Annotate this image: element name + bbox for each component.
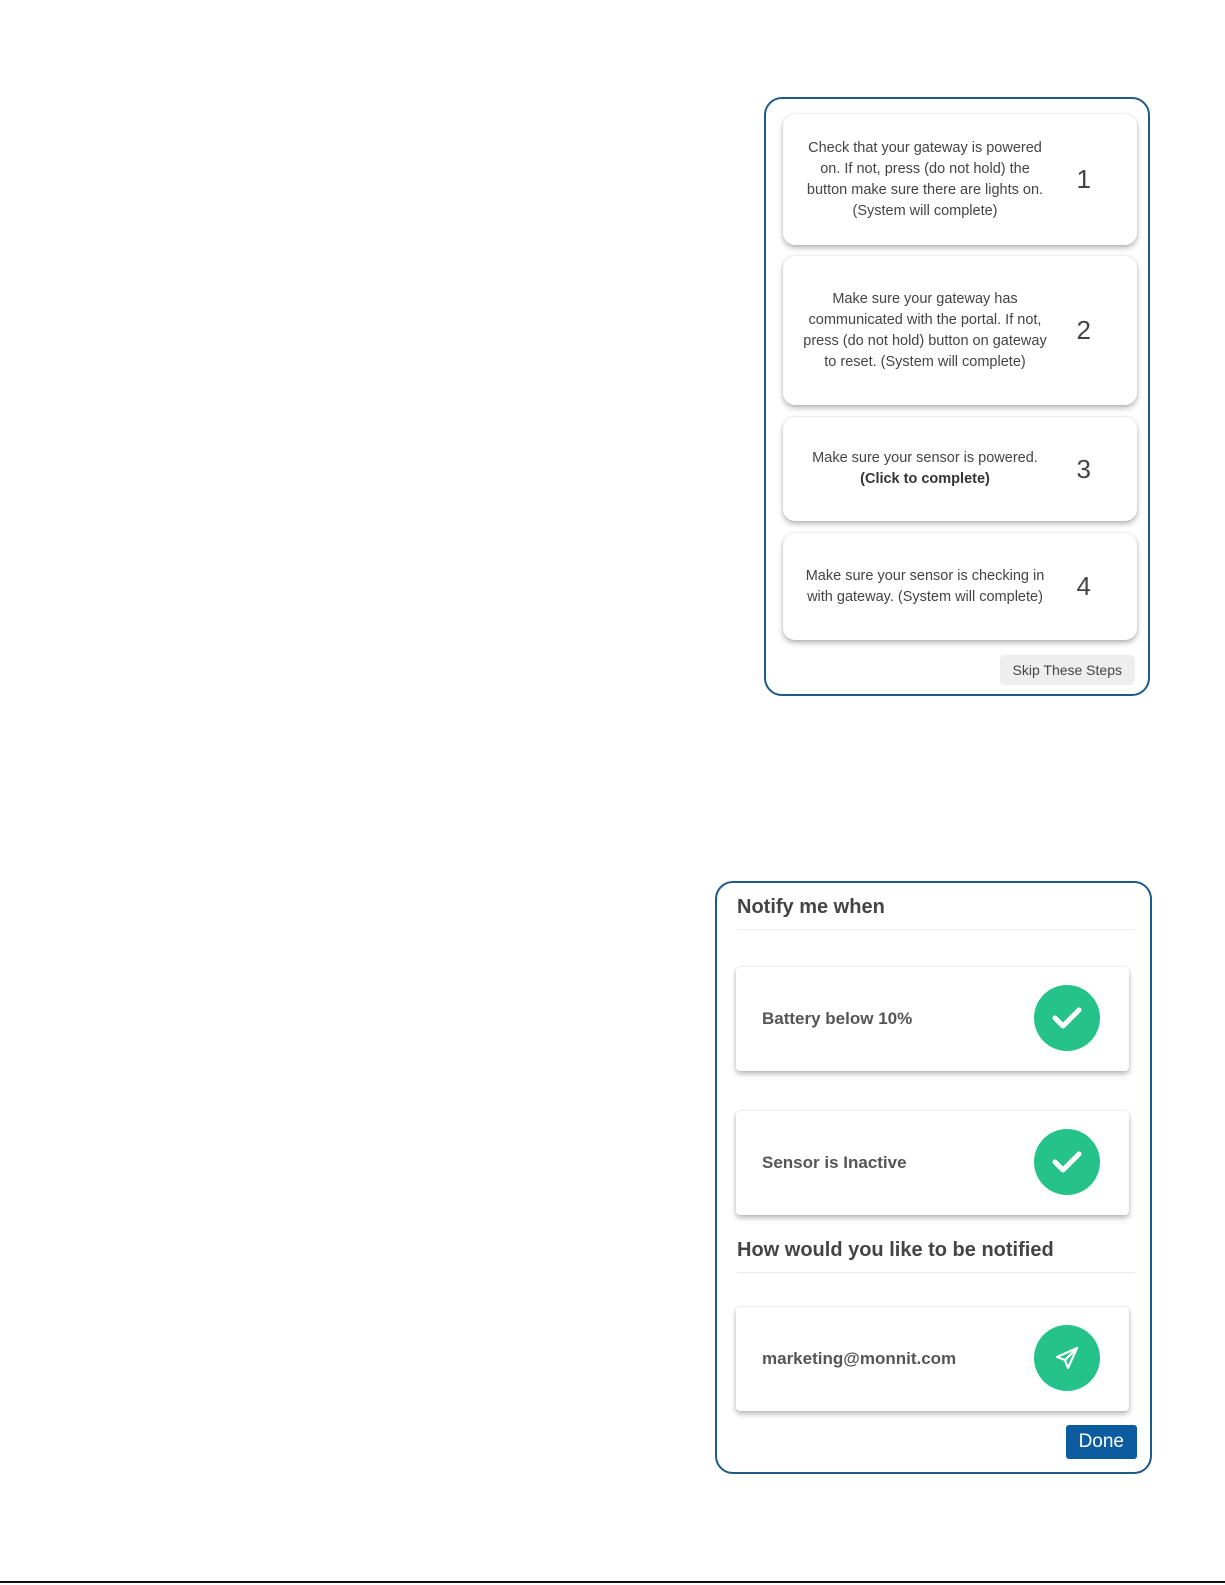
step-3-action[interactable]: (Click to complete): [860, 471, 990, 487]
email-method-card[interactable]: [736, 1307, 1129, 1411]
step-4-text: Make sure your sensor is checking in with gateway. (System will complete): [805, 567, 1045, 605]
inactive-toggle-button[interactable]: [1034, 1129, 1100, 1195]
step-3-text: Make sure your sensor is powered.: [812, 450, 1038, 466]
send-icon: [1053, 1344, 1081, 1372]
send-test-button[interactable]: [1034, 1325, 1100, 1391]
step-2-text: Make sure your gateway has communicated with the portal. If not, press (do not hold) button on gateway to reset. (System will complete): [803, 290, 1047, 370]
step-card-3[interactable]: [783, 417, 1137, 521]
condition-card-battery[interactable]: [736, 967, 1129, 1071]
condition-inactive-label: Sensor is Inactive: [762, 1153, 907, 1172]
condition-battery-label: Battery below 10%: [762, 1009, 913, 1028]
check-icon: [1050, 1005, 1084, 1031]
step-card-2: [783, 256, 1137, 405]
step-2-number: 2: [1076, 315, 1091, 345]
step-card-4: [783, 533, 1137, 640]
step-3-number: 3: [1076, 453, 1091, 484]
step-1-number: 1: [1076, 164, 1091, 194]
page-bottom-rule: [0, 1581, 1225, 1583]
step-1-text: Check that your gateway is powered on. If not, press (do not hold) the button make sure there are lights on. (System will complete): [806, 139, 1044, 219]
done-button[interactable]: Done: [1066, 1425, 1137, 1459]
skip-steps-button[interactable]: Skip These Steps: [1000, 655, 1135, 685]
condition-card-inactive[interactable]: [736, 1111, 1129, 1215]
step-3-text-block: [799, 448, 1051, 490]
step-card-1: [783, 114, 1137, 245]
method-heading: How would you like to be notified: [737, 1239, 1135, 1273]
battery-toggle-button[interactable]: [1034, 985, 1100, 1051]
check-icon: [1050, 1149, 1084, 1175]
email-address: marketing@monnit.com: [762, 1349, 957, 1368]
notification-panel: [715, 881, 1152, 1474]
step-4-number: 4: [1076, 571, 1091, 601]
notify-heading: Notify me when: [737, 896, 1135, 930]
setup-steps-panel: [764, 97, 1150, 696]
